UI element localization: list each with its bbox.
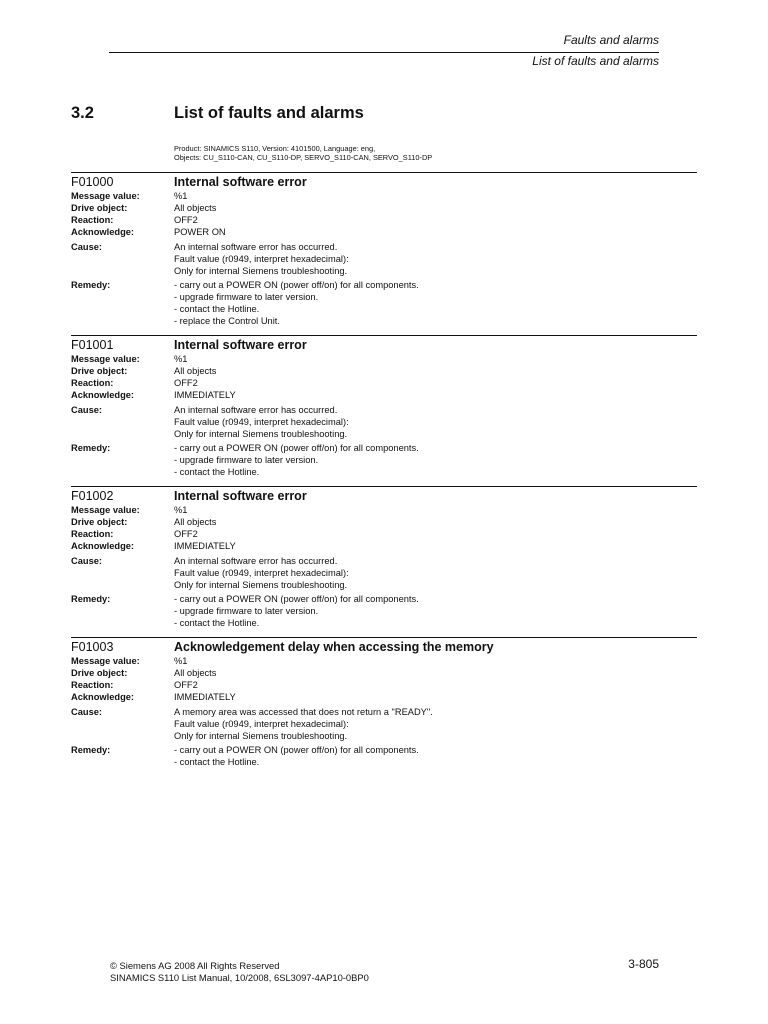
cause-label: Cause: bbox=[71, 404, 103, 415]
cause-line: A memory area was accessed that does not return a "READY". bbox=[174, 706, 433, 717]
section-title: List of faults and alarms bbox=[174, 104, 364, 122]
drive-object-value: All objects bbox=[174, 517, 217, 527]
acknowledge-label: Acknowledge: bbox=[71, 227, 135, 237]
acknowledge-value: IMMEDIATELY bbox=[174, 390, 236, 400]
reaction-value: OFF2 bbox=[174, 680, 198, 690]
acknowledge-value: IMMEDIATELY bbox=[174, 541, 236, 551]
cause-text bbox=[174, 555, 697, 591]
section-number: 3.2 bbox=[71, 104, 94, 122]
fault-header bbox=[71, 488, 697, 504]
message-value-value: %1 bbox=[174, 191, 188, 201]
remedy-line: - carry out a POWER ON (power off/on) for all components. bbox=[174, 594, 419, 604]
page-number: 3-805 bbox=[628, 957, 659, 971]
fault-code: F01000 bbox=[71, 175, 114, 189]
remedy-line: - contact the Hotline. bbox=[174, 757, 260, 767]
reaction-row bbox=[71, 679, 697, 691]
cause-line: Only for internal Siemens troubleshooting. bbox=[174, 428, 348, 439]
cause-line: Fault value (r0949, interpret hexadecimal): bbox=[174, 253, 349, 264]
acknowledge-value: IMMEDIATELY bbox=[174, 692, 236, 702]
reaction-value: OFF2 bbox=[174, 529, 198, 539]
remedy-label: Remedy: bbox=[71, 280, 111, 290]
fault-title: Internal software error bbox=[174, 175, 307, 189]
fault-header bbox=[71, 174, 697, 190]
cause-line: An internal software error has occurred. bbox=[174, 555, 338, 566]
cause-label: Cause: bbox=[71, 241, 103, 252]
message-value-row bbox=[71, 190, 697, 202]
drive-object-value: All objects bbox=[174, 366, 217, 376]
acknowledge-row bbox=[71, 540, 697, 552]
remedy-row bbox=[71, 744, 697, 768]
remedy-text bbox=[174, 593, 697, 629]
fault-title: Acknowledgement delay when accessing the memory bbox=[174, 640, 494, 654]
remedy-text bbox=[174, 279, 697, 327]
remedy-label: Remedy: bbox=[71, 745, 111, 755]
cause-row bbox=[71, 706, 697, 742]
acknowledge-row bbox=[71, 691, 697, 703]
fault-header bbox=[71, 337, 697, 353]
remedy-text bbox=[174, 744, 697, 768]
cause-line: Fault value (r0949, interpret hexadecimal): bbox=[174, 567, 349, 578]
cause-row bbox=[71, 555, 697, 591]
fault-list bbox=[71, 172, 697, 776]
reaction-label: Reaction: bbox=[71, 215, 114, 225]
acknowledge-label: Acknowledge: bbox=[71, 541, 135, 551]
remedy-row bbox=[71, 279, 697, 327]
remedy-label: Remedy: bbox=[71, 594, 111, 604]
message-value-row bbox=[71, 655, 697, 667]
reaction-value: OFF2 bbox=[174, 378, 198, 388]
drive-object-row bbox=[71, 365, 697, 377]
remedy-line: - upgrade firmware to later version. bbox=[174, 292, 319, 302]
fault-entry bbox=[71, 172, 697, 327]
remedy-line: - contact the Hotline. bbox=[174, 467, 260, 477]
cause-line: Fault value (r0949, interpret hexadecimal): bbox=[174, 718, 349, 729]
drive-object-row bbox=[71, 667, 697, 679]
reaction-row bbox=[71, 528, 697, 540]
message-value-label: Message value: bbox=[71, 656, 140, 666]
remedy-line: - carry out a POWER ON (power off/on) for all components. bbox=[174, 745, 419, 755]
remedy-text bbox=[174, 442, 697, 478]
product-info: Product: SINAMICS S110, Version: 4101500, Language: eng, bbox=[174, 144, 376, 153]
drive-object-row bbox=[71, 516, 697, 528]
fault-header bbox=[71, 639, 697, 655]
remedy-line: - upgrade firmware to later version. bbox=[174, 606, 319, 616]
acknowledge-label: Acknowledge: bbox=[71, 390, 135, 400]
acknowledge-label: Acknowledge: bbox=[71, 692, 135, 702]
reaction-label: Reaction: bbox=[71, 529, 114, 539]
message-value-row bbox=[71, 504, 697, 516]
cause-text bbox=[174, 404, 697, 440]
objects-info: Objects: CU_S110-CAN, CU_S110-DP, SERVO_S110-CAN, SERVO_S110-DP bbox=[174, 153, 433, 162]
cause-text bbox=[174, 706, 697, 742]
cause-row bbox=[71, 404, 697, 440]
header-divider bbox=[109, 52, 659, 53]
remedy-line: - carry out a POWER ON (power off/on) for all components. bbox=[174, 280, 419, 290]
fault-title: Internal software error bbox=[174, 338, 307, 352]
drive-object-row bbox=[71, 202, 697, 214]
drive-object-value: All objects bbox=[174, 668, 217, 678]
fault-title: Internal software error bbox=[174, 489, 307, 503]
cause-label: Cause: bbox=[71, 706, 103, 717]
reaction-row bbox=[71, 214, 697, 226]
fault-entry bbox=[71, 335, 697, 478]
reaction-value: OFF2 bbox=[174, 215, 198, 225]
fault-code: F01002 bbox=[71, 489, 114, 503]
drive-object-label: Drive object: bbox=[71, 668, 128, 678]
fault-code: F01003 bbox=[71, 640, 114, 654]
acknowledge-value: POWER ON bbox=[174, 227, 226, 237]
drive-object-label: Drive object: bbox=[71, 366, 128, 376]
reaction-label: Reaction: bbox=[71, 378, 114, 388]
footer-copyright: © Siemens AG 2008 All Rights Reserved bbox=[110, 960, 280, 971]
message-value-value: %1 bbox=[174, 354, 188, 364]
reaction-row bbox=[71, 377, 697, 389]
remedy-line: - carry out a POWER ON (power off/on) for all components. bbox=[174, 443, 419, 453]
cause-text bbox=[174, 241, 697, 277]
message-value-value: %1 bbox=[174, 656, 188, 666]
cause-line: Only for internal Siemens troubleshooting. bbox=[174, 579, 348, 590]
remedy-row bbox=[71, 593, 697, 629]
message-value-label: Message value: bbox=[71, 505, 140, 515]
remedy-line: - contact the Hotline. bbox=[174, 304, 260, 314]
cause-line: An internal software error has occurred. bbox=[174, 241, 338, 252]
message-value-label: Message value: bbox=[71, 354, 140, 364]
cause-line: Fault value (r0949, interpret hexadecimal): bbox=[174, 416, 349, 427]
remedy-line: - contact the Hotline. bbox=[174, 618, 260, 628]
message-value-row bbox=[71, 353, 697, 365]
remedy-line: - replace the Control Unit. bbox=[174, 316, 280, 326]
drive-object-label: Drive object: bbox=[71, 517, 128, 527]
remedy-row bbox=[71, 442, 697, 478]
message-value-label: Message value: bbox=[71, 191, 140, 201]
cause-line: An internal software error has occurred. bbox=[174, 404, 338, 415]
cause-row bbox=[71, 241, 697, 277]
reaction-label: Reaction: bbox=[71, 680, 114, 690]
cause-label: Cause: bbox=[71, 555, 103, 566]
header-chapter: Faults and alarms bbox=[563, 33, 659, 47]
fault-entry bbox=[71, 486, 697, 629]
fault-code: F01001 bbox=[71, 338, 114, 352]
footer-manual-info: SINAMICS S110 List Manual, 10/2008, 6SL3097-4AP10-0BP0 bbox=[110, 972, 369, 983]
fault-entry bbox=[71, 637, 697, 768]
acknowledge-row bbox=[71, 226, 697, 238]
message-value-value: %1 bbox=[174, 505, 188, 515]
drive-object-value: All objects bbox=[174, 203, 217, 213]
acknowledge-row bbox=[71, 389, 697, 401]
header-section: List of faults and alarms bbox=[532, 54, 659, 68]
remedy-line: - upgrade firmware to later version. bbox=[174, 455, 319, 465]
cause-line: Only for internal Siemens troubleshooting. bbox=[174, 265, 348, 276]
remedy-label: Remedy: bbox=[71, 443, 111, 453]
cause-line: Only for internal Siemens troubleshooting. bbox=[174, 730, 348, 741]
drive-object-label: Drive object: bbox=[71, 203, 128, 213]
